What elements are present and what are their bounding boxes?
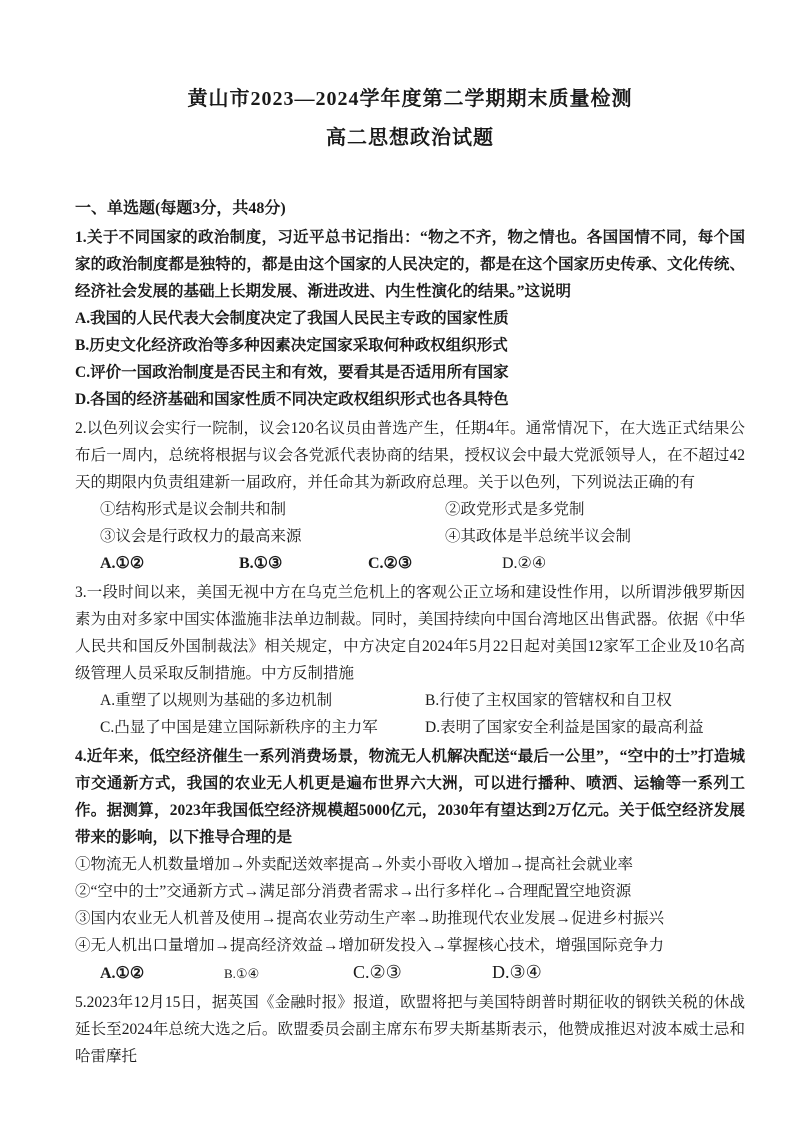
question-1-option-c: C.评价一国政治制度是否民主和有效，要看其是否适用所有国家	[75, 364, 509, 381]
question-2-items	[75, 496, 745, 550]
question-2-item-1: ①结构形式是议会制共和制	[100, 501, 287, 518]
question-2-item-4: ④其政体是半总统半议会制	[445, 528, 632, 545]
question-4-item-4: ④无人机出口量增加→提高经济效益→增加研发投入→掌握核心技术，增强国际竞争力	[75, 937, 665, 954]
question-3-option-c: C.凸显了中国是建立国际新秩序的主力军	[100, 719, 378, 736]
question-4-item-2: ②“空中的士”交通新方式→满足部分消费者需求→出行多样化→合理配置空地资源	[75, 883, 632, 900]
question-5	[75, 989, 745, 1070]
question-3-option-d: D.表明了国家安全利益是国家的最高利益	[425, 719, 704, 736]
question-2-answer-c: C.②③	[368, 555, 413, 572]
question-4-answer-c: C.②③	[353, 962, 402, 982]
question-2-answers	[75, 550, 745, 577]
question-3	[75, 579, 745, 741]
question-1-stem: 1.关于不同国家的政治制度，习近平总书记指出：“物之不齐，物之情也。各国国情不同，每个国家的政治制度都是独特的，都是由这个国家的人民决定的，都是在这个国家历史传承、文化传统、经济社会发展的基础上长期发展、渐进改进、内生性演化的结果。”这说明	[75, 229, 745, 300]
question-3-options	[75, 687, 745, 741]
question-1-option-a: A.我国的人民代表大会制度决定了我国人民民主专政的国家性质	[75, 310, 509, 327]
question-4-answer-a: A.①②	[100, 965, 145, 982]
question-4-item-1: ①物流无人机数量增加→外卖配送效率提高→外卖小哥收入增加→提高社会就业率	[75, 856, 634, 873]
section-heading: 一、单选题(每题3分，共48分)	[75, 200, 286, 217]
question-2-answer-d: D.②④	[502, 555, 547, 572]
question-1	[75, 224, 745, 413]
question-4	[75, 743, 745, 987]
question-1-option-b: B.历史文化经济政治等多种因素决定国家采取何种政权组织形式	[75, 337, 508, 354]
question-3-option-b: B.行使了主权国家的管辖权和自卫权	[425, 692, 672, 709]
question-5-stem: 5.2023年12月15日，据英国《金融时报》报道，欧盟将把与美国特朗普时期征收的钢铁关税的休战延长至2024年总统大选之后。欧盟委员会副主席东布罗夫斯基斯表示，他赞成推迟对波本威士忌和哈雷摩托	[75, 994, 745, 1065]
question-3-stem: 3.一段时间以来，美国无视中方在乌克兰危机上的客观公正立场和建设性作用，以所谓涉俄罗斯因素为由对多家中国实体滥施非法单边制裁。同时，美国持续向中国台湾地区出售武器。依据《中华人民共和国反外国制裁法》相关规定，中方决定自2024年5月22日起对美国12家军工企业及10名高级管理人员采取反制措施。中方反制措施	[75, 584, 745, 682]
question-4-item-3: ③国内农业无人机普及使用→提高农业劳动生产率→助推现代农业发展→促进乡村振兴	[75, 910, 665, 927]
question-2-item-3: ③议会是行政权力的最高来源	[100, 528, 302, 545]
question-4-answer-d: D.③④	[492, 962, 542, 982]
exam-title: 黄山市2023—2024学年度第二学期期末质量检测	[187, 88, 633, 110]
question-4-answer-b: B.①④	[224, 966, 260, 981]
question-4-stem: 4.近年来，低空经济催生一系列消费场景，物流无人机解决配送“最后一公里”，“空中的士”打造城市交通新方式，我国的农业无人机更是遍布世界六大洲，可以进行播种、喷洒、运输等一系列工作。据测算，2023年我国低空经济规模超5000亿元，2030年有望达到2万亿元。关于低空经济发展带来的影响，以下推导合理的是	[75, 748, 745, 846]
question-4-answers	[75, 959, 745, 987]
exam-subtitle: 高二思想政治试题	[326, 127, 494, 149]
question-2-stem: 2.以色列议会实行一院制，议会120名议员由普选产生，任期4年。通常情况下，在大选正式结果公布后一周内，总统将根据与议会各党派代表协商的结果，授权议会中最大党派领导人，在不超过42天的期限内负责组建新一届政府，并任命其为新政府总理。关于以色列，下列说法正确的有	[75, 420, 745, 491]
question-2-answer-a: A.①②	[100, 555, 145, 572]
question-3-option-a: A.重塑了以规则为基础的多边机制	[100, 692, 333, 709]
question-1-option-d: D.各国的经济基础和国家性质不同决定政权组织形式也各具特色	[75, 391, 509, 408]
question-2-answer-b: B.①③	[239, 555, 283, 572]
question-2-item-2: ②政党形式是多党制	[445, 501, 585, 518]
question-2	[75, 415, 745, 577]
